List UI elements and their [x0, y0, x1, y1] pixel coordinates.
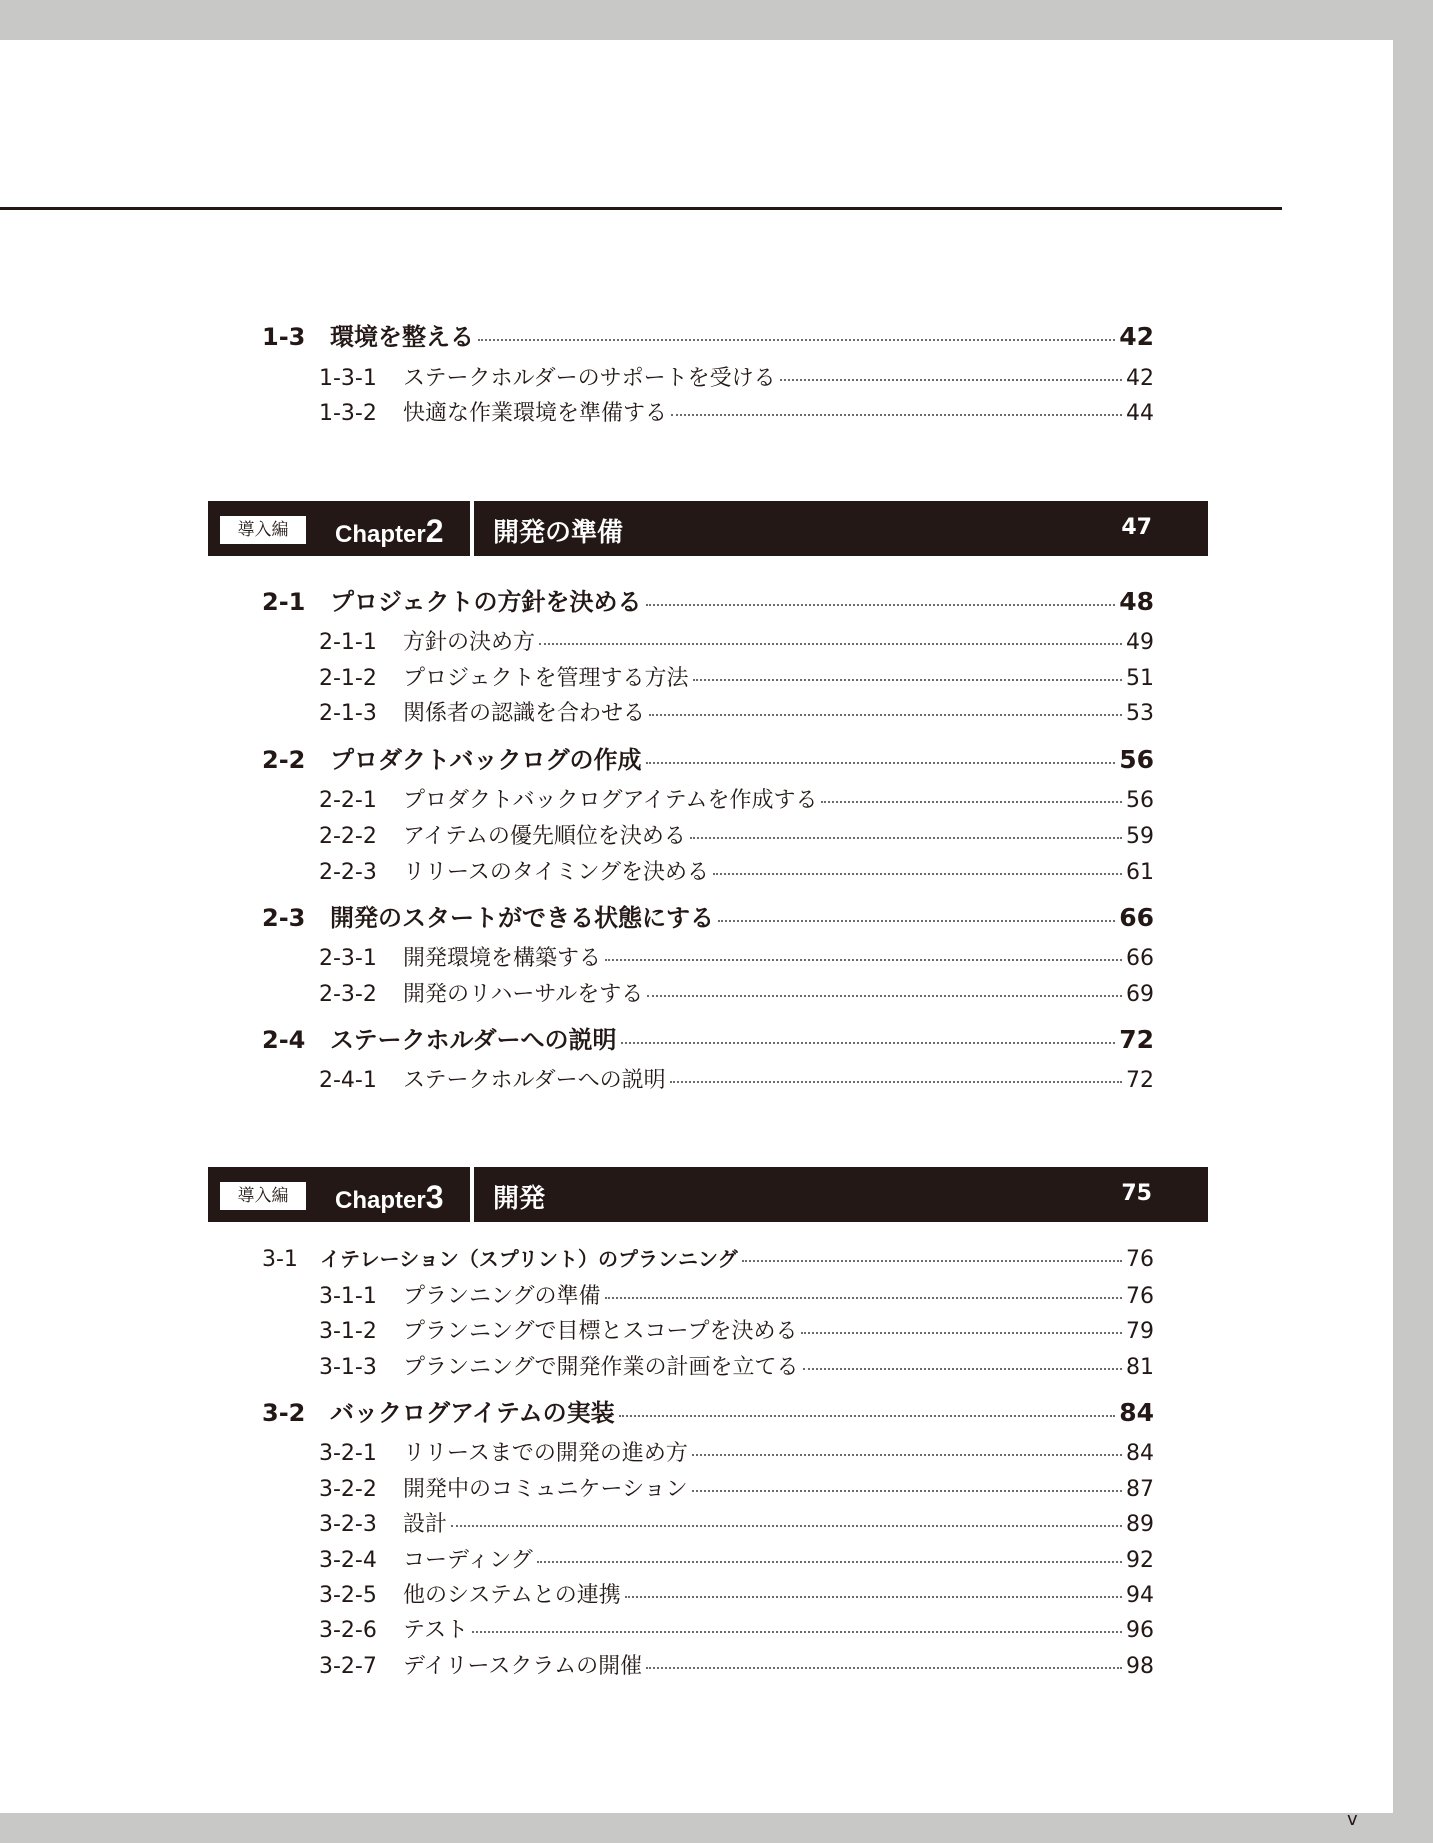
chapter-tag: 導入編	[220, 1182, 306, 1210]
toc-page: 94	[1126, 1583, 1154, 1608]
toc-page: 59	[1126, 824, 1154, 849]
page-folio: v	[1347, 1809, 1358, 1830]
dot-leader	[605, 958, 1122, 961]
toc-number: 3-2-6	[319, 1618, 377, 1643]
toc-title: 関係者の認識を合わせる	[403, 701, 646, 726]
chapter-word: Chapter	[335, 1187, 426, 1214]
toc-sub-3-2-5[interactable]	[319, 1578, 1154, 1609]
dot-leader	[670, 1080, 1122, 1083]
chapter-title: 開発の準備	[493, 518, 624, 548]
toc-title: プランニングで開発作業の計画を立てる	[403, 1355, 799, 1380]
toc-number: 3-2-5	[319, 1583, 377, 1608]
toc-number: 2-1-1	[319, 630, 377, 655]
toc-page: 48	[1119, 587, 1154, 616]
dot-leader	[742, 1259, 1122, 1262]
toc-number: 3-2	[262, 1399, 306, 1427]
toc-title: 開発のスタートができる状態にする	[330, 904, 714, 932]
chapter-word: Chapter	[335, 521, 426, 548]
toc-title: デイリースクラムの開催	[403, 1654, 643, 1679]
toc-number: 3-1-2	[319, 1319, 377, 1344]
toc-page: 66	[1126, 946, 1154, 971]
dot-leader	[646, 761, 1116, 764]
toc-number: 1-3	[262, 323, 306, 351]
chapter-2-header[interactable]	[208, 501, 1208, 556]
toc-number: 2-2-3	[319, 860, 377, 885]
toc-title: 開発中のコミュニケーション	[403, 1477, 688, 1502]
toc-sub-3-2-6[interactable]	[319, 1613, 1154, 1644]
toc-page: 79	[1126, 1319, 1154, 1344]
toc-sub-2-2-1[interactable]	[319, 783, 1154, 814]
toc-sub-3-2-4[interactable]	[319, 1543, 1154, 1574]
chapter-3-header[interactable]	[208, 1167, 1208, 1222]
toc-title: アイテムの優先順位を決める	[403, 824, 686, 849]
toc-number: 3-1-1	[319, 1284, 377, 1309]
toc-page: 69	[1126, 982, 1154, 1007]
toc-page: 96	[1126, 1618, 1154, 1643]
toc-page: 81	[1126, 1355, 1154, 1380]
toc-title: バックログアイテムの実装	[330, 1399, 615, 1427]
toc-title: ステークホルダーへの説明	[330, 1026, 617, 1054]
toc-sub-2-3-1[interactable]	[319, 941, 1154, 972]
toc-title: 方針の決め方	[403, 630, 536, 655]
toc-title: プランニングの準備	[403, 1284, 601, 1309]
toc-sub-3-1-1[interactable]	[319, 1279, 1154, 1310]
toc-page: 44	[1126, 401, 1154, 426]
dot-leader	[621, 1041, 1116, 1044]
toc-page: 72	[1119, 1025, 1154, 1054]
dot-leader	[539, 642, 1122, 645]
toc-section-2-3[interactable]	[262, 898, 1154, 933]
toc-sub-2-1-2[interactable]	[319, 661, 1154, 692]
chapter-label	[335, 1179, 443, 1216]
chapter-title: 開発	[493, 1184, 546, 1214]
dot-leader	[647, 994, 1122, 997]
dot-leader	[718, 919, 1115, 922]
chapter-tag: 導入編	[220, 516, 306, 544]
toc-number: 2-3-2	[319, 982, 377, 1007]
dot-leader	[690, 836, 1122, 839]
toc-number: 2-2	[262, 746, 306, 774]
toc-page: 42	[1119, 322, 1154, 351]
toc-sub-2-4-1[interactable]	[319, 1063, 1154, 1094]
chapter-page: 75	[1121, 1181, 1152, 1206]
top-rule	[0, 207, 1282, 210]
toc-title: コーディング	[403, 1548, 533, 1573]
chapter-number: 3	[425, 1179, 444, 1215]
toc-sub-2-3-2[interactable]	[319, 977, 1154, 1008]
dot-leader	[537, 1560, 1122, 1563]
toc-number: 3-2-3	[319, 1512, 377, 1537]
toc-page: 98	[1126, 1654, 1154, 1679]
toc-title: 開発のリハーサルをする	[403, 982, 644, 1007]
toc-section-1-3[interactable]	[262, 317, 1154, 352]
dot-leader	[692, 1489, 1122, 1492]
toc-title: 環境を整える	[330, 323, 474, 351]
toc-page: 53	[1126, 701, 1154, 726]
toc-page: 89	[1126, 1512, 1154, 1537]
toc-title: プランニングで目標とスコープを決める	[403, 1319, 798, 1344]
toc-page: 76	[1126, 1284, 1154, 1309]
toc-title: プロジェクトを管理する方法	[403, 666, 689, 691]
toc-number: 3-1-3	[319, 1355, 377, 1380]
toc-sub-2-2-2[interactable]	[319, 819, 1154, 850]
toc-sub-2-1-3[interactable]	[319, 696, 1154, 727]
toc-sub-2-1-1[interactable]	[319, 625, 1154, 656]
toc-title: リリースまでの開発の進め方	[403, 1441, 688, 1466]
dot-leader	[472, 1630, 1122, 1633]
toc-title: 開発環境を構築する	[403, 946, 602, 971]
chapter-label	[335, 513, 443, 550]
toc-page: 84	[1119, 1398, 1154, 1427]
dot-leader	[671, 413, 1122, 416]
toc-number: 2-1	[262, 588, 306, 616]
band-divider	[470, 501, 474, 556]
toc-section-2-1[interactable]	[262, 582, 1154, 617]
dot-leader	[646, 603, 1116, 606]
toc-page: 87	[1126, 1477, 1154, 1502]
toc-number: 1-3-1	[319, 366, 377, 391]
toc-page: 56	[1126, 788, 1154, 813]
toc-number: 2-3-1	[319, 946, 377, 971]
toc-title: テスト	[403, 1618, 469, 1643]
chapter-number: 2	[425, 513, 444, 549]
toc-number: 2-3	[262, 904, 306, 932]
toc-sub-2-2-3[interactable]	[319, 855, 1154, 886]
toc-number: 1-3-2	[319, 401, 377, 426]
toc-page: 72	[1126, 1068, 1154, 1093]
dot-leader	[803, 1367, 1122, 1370]
toc-page: 84	[1126, 1441, 1154, 1466]
toc-title: イテレーション（スプリント）のプランニング	[320, 1247, 738, 1271]
toc-title: プロジェクトの方針を決める	[330, 588, 642, 616]
toc-number: 2-1-2	[319, 666, 377, 691]
toc-number: 3-2-2	[319, 1477, 377, 1502]
toc-sub-3-2-7[interactable]	[319, 1649, 1154, 1680]
toc-page: 66	[1119, 903, 1154, 932]
toc-page: 92	[1126, 1548, 1154, 1573]
dot-leader	[646, 1666, 1122, 1669]
toc-title: ステークホルダーへの説明	[403, 1068, 666, 1093]
toc-title: プロダクトバックログの作成	[330, 746, 642, 774]
toc-sub-3-1-2[interactable]	[319, 1314, 1154, 1345]
toc-sub-1-3-1[interactable]	[319, 361, 1154, 392]
toc-number: 3-2-1	[319, 1441, 377, 1466]
toc-title: ステークホルダーのサポートを受ける	[403, 366, 776, 391]
toc-number: 3-2-7	[319, 1654, 377, 1679]
toc-section-2-2[interactable]	[262, 740, 1154, 775]
toc-number: 2-2-1	[319, 788, 377, 813]
dot-leader	[478, 338, 1115, 341]
toc-title: リリースのタイミングを決める	[403, 860, 710, 885]
toc-page: 56	[1119, 745, 1154, 774]
dot-leader	[821, 800, 1122, 803]
toc-title: 快適な作業環境を準備する	[403, 401, 668, 426]
band-divider	[470, 1167, 474, 1222]
toc-page: 61	[1126, 860, 1154, 885]
toc-title: プロダクトバックログアイテムを作成する	[403, 788, 818, 813]
toc-title: 他のシステムとの連携	[403, 1583, 621, 1608]
book-page	[0, 40, 1393, 1830]
toc-page: 51	[1126, 666, 1154, 691]
dot-leader	[692, 1453, 1122, 1456]
toc-number: 2-2-2	[319, 824, 377, 849]
toc-section-2-4[interactable]	[262, 1020, 1154, 1055]
chapter-page: 47	[1121, 515, 1152, 540]
toc-number: 3-1	[262, 1247, 298, 1272]
dot-leader	[605, 1296, 1122, 1299]
dot-leader	[649, 713, 1122, 716]
toc-section-3-1[interactable]	[262, 1243, 1154, 1272]
toc-page: 49	[1126, 630, 1154, 655]
toc-sub-3-2-3[interactable]	[319, 1507, 1154, 1538]
dot-leader	[801, 1331, 1122, 1334]
toc-sub-3-2-2[interactable]	[319, 1472, 1154, 1503]
toc-sub-3-2-1[interactable]	[319, 1436, 1154, 1467]
dot-leader	[619, 1414, 1116, 1417]
toc-section-3-2[interactable]	[262, 1393, 1154, 1428]
toc-sub-1-3-2[interactable]	[319, 396, 1154, 427]
toc-page: 42	[1126, 366, 1154, 391]
toc-number: 2-4	[262, 1026, 306, 1054]
toc-page: 76	[1126, 1247, 1154, 1272]
toc-number: 2-1-3	[319, 701, 377, 726]
dot-leader	[451, 1524, 1122, 1527]
toc-title: 設計	[403, 1512, 448, 1537]
toc-sub-3-1-3[interactable]	[319, 1350, 1154, 1381]
toc-number: 2-4-1	[319, 1068, 377, 1093]
dot-leader	[713, 872, 1122, 875]
dot-leader	[693, 678, 1122, 681]
dot-leader	[625, 1595, 1122, 1598]
dot-leader	[780, 378, 1122, 381]
toc-number: 3-2-4	[319, 1548, 377, 1573]
